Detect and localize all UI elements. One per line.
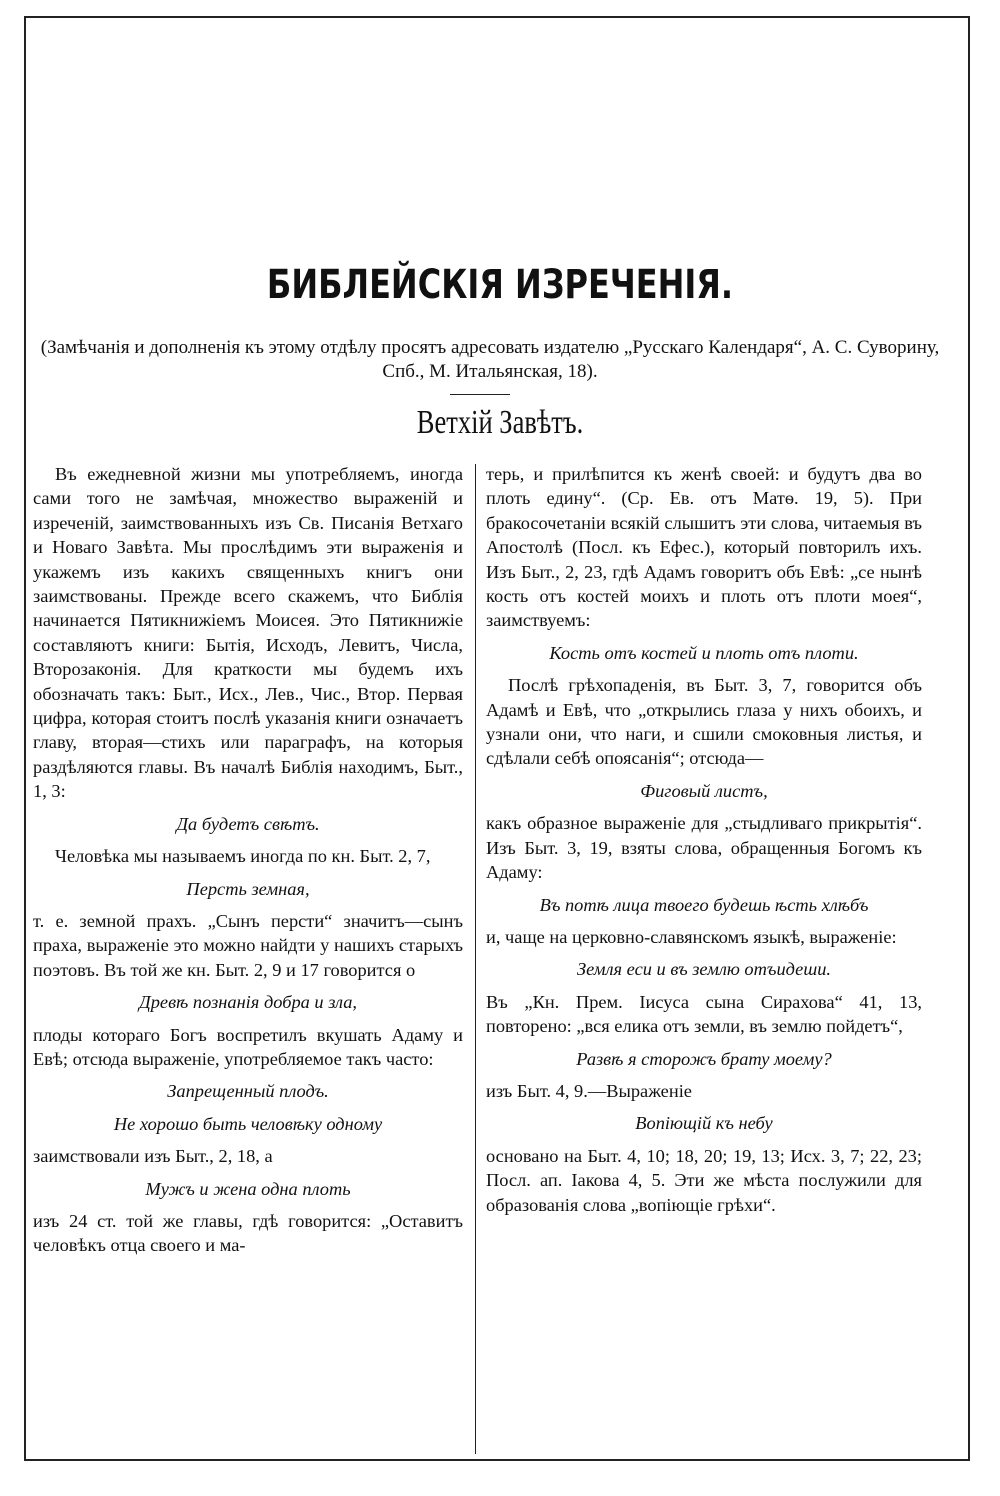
section-title: Ветхій Завѣтъ. [416,404,584,441]
editorial-notice: (Замѣчанія и дополненія къ этому отдѣлу просятъ адресовать издателю „Русскаго Календаря“, А. С. Суворину, Спб., М. Итальянская, 18). [40,337,940,382]
paragraph: изъ 24 ст. той же главы, гдѣ говорится: „Оставитъ человѣкъ отца своего и ма- [33,1210,463,1256]
paragraph: Послѣ грѣхопаденія, въ Быт. 3, 7, говорится объ Адамѣ и Евѣ, что „открылись глаза у нихъ обоихъ, и узнали они, что наги, и сшили смоковныя листья, и сдѣлали себѣ опоясанія“; отсюда— [486,675,922,769]
section-rule [450,394,510,395]
paragraph: Человѣка мы называемъ иногда по кн. Быт. 2, 7, [55,846,431,867]
paragraph: терь, и прилѣпится къ женѣ своей: и будутъ два во плоть едину“. (Ср. Ев. отъ Матѳ. 19, 5). При бракосочетаніи всякій слышитъ эти слова, читаемыя въ Апостолѣ (Посл. къ Ефес.), который повторилъ ихъ. Изъ Быт., 2, 23, гдѣ Адамъ говоритъ объ Евѣ: „се нынѣ кость отъ костей моихъ и плоть отъ плоти моея“, заимствуемъ: [486,464,922,631]
quotation: Древѣ познанія добра и зла, [139,992,357,1013]
quotation: Не хорошо быть человѣку одному [113,1113,383,1134]
paragraph: изъ Быт. 4, 9.—Выраженіе [486,1080,692,1101]
quotation: Развѣ я сторожъ брату моему? [576,1048,832,1069]
quotation: Земля еси и въ землю отъидеши. [576,959,832,980]
paragraph: т. е. земной прахъ. „Сынъ персти“ значитъ—сынъ праха, выраженіе это можно найдти у нашихъ старыхъ поэтовъ. Въ той же кн. Быт. 2, 9 и 17 говорится о [33,910,463,980]
paragraph: основано на Быт. 4, 10; 18, 20; 19, 13; Исх. 3, 7; 22, 23; Посл. ап. Іакова 4, 5. Эти же мѣста послужили для образованія слова „вопіющіе грѣхи“. [486,1145,922,1215]
paragraph: плоды котораго Богъ воспретилъ вкушать Адаму и Евѣ; отсюда выраженіе, употребляемое такъ часто: [33,1024,463,1069]
column-divider [475,464,476,1454]
quotation: Фиговый листъ, [640,780,768,801]
quotation: Персть земная, [186,878,310,899]
quotation: Запрещенный плодъ. [167,1081,329,1102]
left-column [33,462,463,1258]
paragraph: какъ образное выраженіе для „стыдливаго прикрытія“. Изъ Быт. 3, 19, взяты слова, обращенныя Богомъ къ Адаму: [486,813,922,883]
quotation: Кость отъ костей и плоть отъ плоти. [549,642,859,663]
page-title: БИБЛЕЙСКІЯ ИЗРЕЧЕНІЯ. [266,262,734,308]
right-column [486,462,922,1217]
paragraph: Въ „Кн. Прем. Іисуса сына Сирахова“ 41, 13, повторено: „вся елика отъ земли, въ землю пойдетъ“, [486,991,922,1037]
quotation: Вопіющій къ небу [635,1113,773,1134]
paragraph: и, чаще на церковно-славянскомъ языкѣ, выраженіе: [486,926,897,947]
quotation: Въ потѣ лица твоего будешь ѣсть хлѣбъ [539,894,869,915]
paragraph: Въ ежедневной жизни мы употребляемъ, иногда сами того не замѣчая, множество выраженій и изреченій, заимствованныхъ изъ Св. Писанія Ветхаго и Новаго Завѣта. Мы прослѣдимъ эти выраженія и укажемъ изъ какихъ священныхъ книгъ они заимствованы. Прежде всего скажемъ, что Библія начинается Пятикнижіемъ Моисея. Это Пятикнижіе составляютъ книги: Бытія, Исходъ, Левитъ, Числа, Второзаконія. Для краткости мы будемъ ихъ обозначать такъ: Быт., Исх., Лев., Чис., Втор. Первая цифра, которая стоитъ послѣ указанія книги означаетъ главу, вторая—стихъ или параграфъ, на которыя раздѣляются главы. Въ началѣ Библія находимъ, Быт., 1, 3: [33,464,463,802]
quotation: Да будетъ свѣтъ. [176,813,320,834]
paragraph: заимствовали изъ Быт., 2, 18, а [33,1146,273,1167]
quotation: Мужъ и жена одна плоть [145,1178,351,1199]
